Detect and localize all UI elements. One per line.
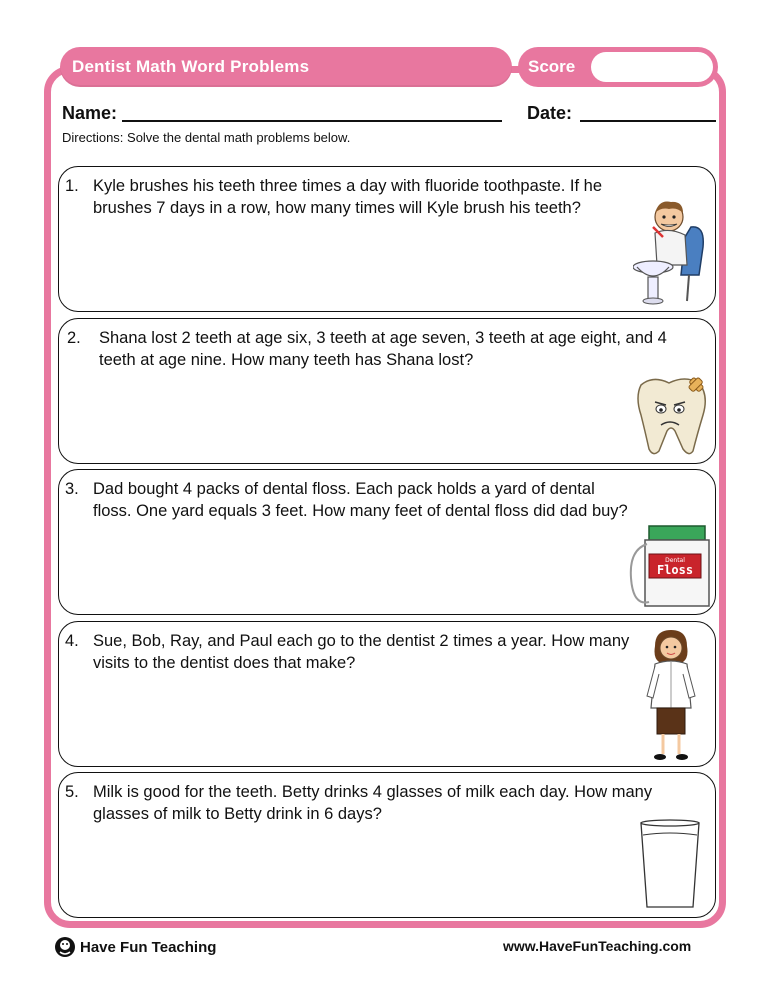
- problem-box-1[interactable]: [58, 166, 716, 312]
- footer-brand: Have Fun Teaching: [80, 938, 217, 956]
- problem-box-3[interactable]: [58, 469, 716, 615]
- sad-tooth-icon: [633, 375, 713, 457]
- floss-small-label: Dental: [665, 557, 685, 564]
- boy-brushing-teeth-icon: [633, 197, 711, 305]
- problem-number: 3.: [65, 480, 79, 498]
- have-fun-teaching-logo-icon: [54, 936, 76, 958]
- footer-logo[interactable]: [54, 936, 216, 958]
- dentist-woman-icon: [643, 630, 699, 764]
- problem-number: 1.: [65, 177, 79, 195]
- date-field[interactable]: [580, 120, 716, 122]
- problem-text: Sue, Bob, Ray, and Paul each go to the dentist 2 times a year. How many visits to the dentist does that make?: [93, 632, 630, 672]
- problem-number: 2.: [67, 329, 81, 347]
- problem-text: Dad bought 4 packs of dental floss. Each pack holds a yard of dental floss. One yard equals 3 feet. How many feet of dental floss did dad buy?: [93, 480, 628, 520]
- problem-text: Shana lost 2 teeth at age six, 3 teeth at age seven, 3 teeth at age eight, and 4 teeth at age nine. How many teeth has Shana lost?: [99, 329, 667, 369]
- name-label: Name:: [62, 103, 118, 123]
- directions-text: Directions: Solve the dental math problems below.: [62, 130, 351, 145]
- footer-url[interactable]: www.HaveFunTeaching.com: [503, 938, 692, 954]
- dental-floss-box-icon: [627, 522, 715, 612]
- problem-box-4[interactable]: [58, 621, 716, 767]
- problem-text: Kyle brushes his teeth three times a day with fluoride toothpaste. If he brushes 7 days in a row, how many times will Kyle brush his teeth?: [93, 177, 603, 217]
- date-label: Date:: [527, 103, 573, 123]
- problem-number: 5.: [65, 783, 79, 801]
- score-field[interactable]: [591, 52, 713, 82]
- floss-label: Floss: [656, 563, 694, 577]
- score-label: Score: [528, 57, 576, 76]
- name-field[interactable]: [122, 120, 502, 122]
- problem-box-5[interactable]: [58, 772, 716, 918]
- problem-box-2[interactable]: [58, 318, 716, 464]
- problem-number: 4.: [65, 632, 79, 650]
- worksheet-title: Dentist Math Word Problems: [72, 57, 310, 76]
- problem-text: Milk is good for the teeth. Betty drinks 4 glasses of milk each day. How many glasses of milk to Betty drink in 6 days?: [93, 783, 653, 823]
- glass-of-milk-icon: [639, 819, 701, 911]
